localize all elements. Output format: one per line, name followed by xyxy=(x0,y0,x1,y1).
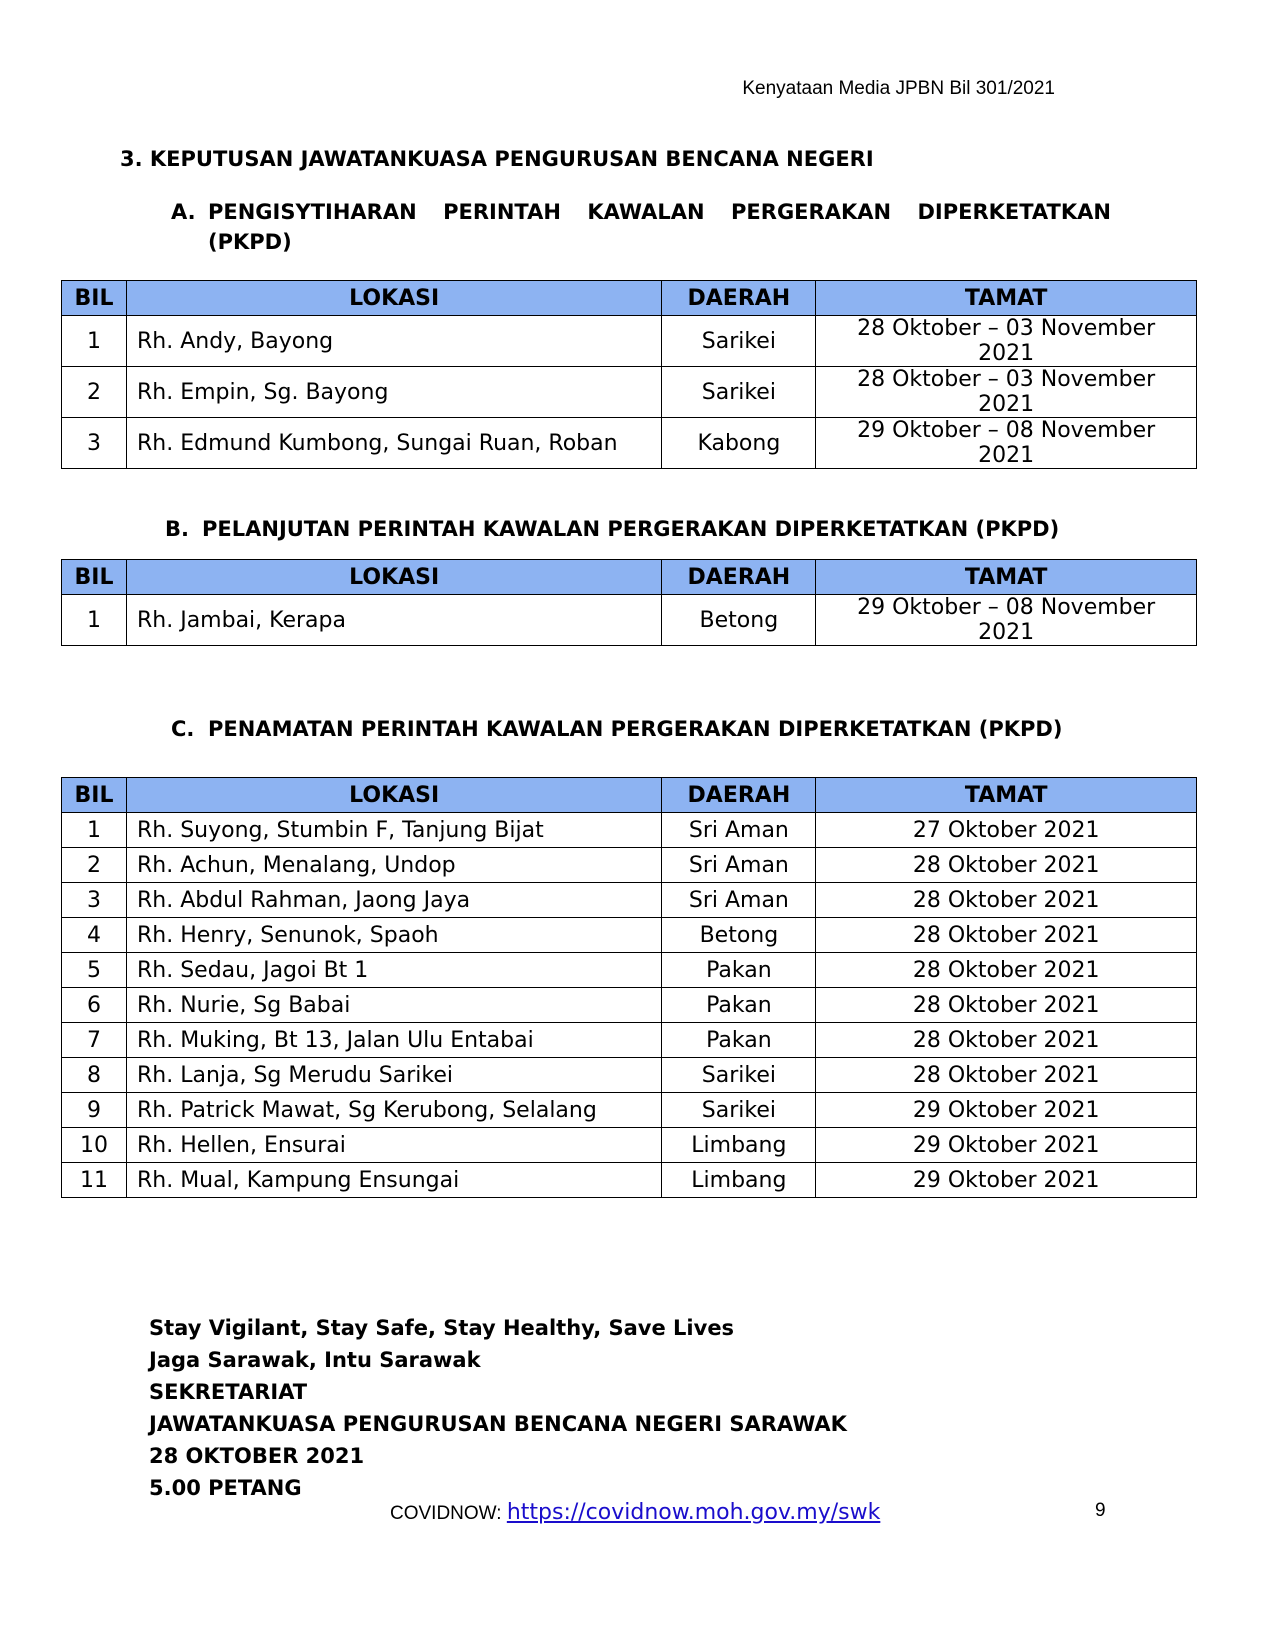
cell-lokasi: Rh. Nurie, Sg Babai xyxy=(126,988,661,1023)
table-penamatan xyxy=(61,777,1197,1198)
table-row xyxy=(62,1163,1197,1198)
cell-bil: 5 xyxy=(62,953,127,988)
cell-daerah: Betong xyxy=(662,918,816,953)
table-row xyxy=(62,848,1197,883)
column-header-lokasi: LOKASI xyxy=(126,778,661,813)
cell-daerah: Limbang xyxy=(662,1163,816,1198)
cell-daerah: Sri Aman xyxy=(662,813,816,848)
cell-tamat: 28 Oktober – 03 November 2021 xyxy=(816,367,1197,418)
cell-bil: 8 xyxy=(62,1058,127,1093)
part-b-heading xyxy=(165,517,1059,541)
part-a-heading xyxy=(171,200,1111,254)
closing-line: SEKRETARIAT xyxy=(149,1380,308,1404)
cell-lokasi: Rh. Sedau, Jagoi Bt 1 xyxy=(126,953,661,988)
cell-daerah: Betong xyxy=(662,595,816,646)
closing-line: 5.00 PETANG xyxy=(149,1476,302,1500)
cell-daerah: Sarikei xyxy=(662,1093,816,1128)
column-header-bil: BIL xyxy=(62,560,127,595)
cell-tamat: 29 Oktober – 08 November 2021 xyxy=(816,595,1197,646)
part-a-word: PERINTAH xyxy=(443,200,561,224)
part-c-title: PENAMATAN PERINTAH KAWALAN PERGERAKAN DIPERKETATKAN (PKPD) xyxy=(208,717,1063,741)
part-a-letter: A. xyxy=(171,200,196,224)
column-header-tamat: TAMAT xyxy=(816,560,1197,595)
part-a-heading-line2: (PKPD) xyxy=(208,230,292,254)
cell-tamat: 28 Oktober 2021 xyxy=(816,883,1197,918)
column-header-tamat: TAMAT xyxy=(816,281,1197,316)
cell-lokasi: Rh. Empin, Sg. Bayong xyxy=(126,367,661,418)
cell-daerah: Limbang xyxy=(662,1128,816,1163)
closing-line: Jaga Sarawak, Intu Sarawak xyxy=(149,1348,481,1372)
page-number: 9 xyxy=(1095,1500,1106,1521)
part-c-letter: C. xyxy=(171,717,195,741)
part-b-letter: B. xyxy=(165,517,189,541)
table-row xyxy=(62,1128,1197,1163)
closing-line: 28 OKTOBER 2021 xyxy=(149,1444,365,1468)
part-c-heading xyxy=(171,717,1062,741)
table-row xyxy=(62,595,1197,646)
part-a-word: KAWALAN xyxy=(587,200,705,224)
table-row xyxy=(62,316,1197,367)
table-row xyxy=(62,367,1197,418)
section-title: 3. KEPUTUSAN JAWATANKUASA PENGURUSAN BENCANA NEGERI xyxy=(120,147,874,171)
table-row xyxy=(62,1093,1197,1128)
cell-daerah: Pakan xyxy=(662,988,816,1023)
cell-daerah: Kabong xyxy=(662,418,816,469)
cell-bil: 1 xyxy=(62,595,127,646)
cell-tamat: 27 Oktober 2021 xyxy=(816,813,1197,848)
footer xyxy=(390,1500,880,1525)
table-row xyxy=(62,883,1197,918)
cell-bil: 10 xyxy=(62,1128,127,1163)
cell-bil: 11 xyxy=(62,1163,127,1198)
table-row xyxy=(62,418,1197,469)
cell-bil: 4 xyxy=(62,918,127,953)
table-pelanjutan xyxy=(61,559,1197,646)
table-row xyxy=(62,953,1197,988)
column-header-bil: BIL xyxy=(62,281,127,316)
cell-daerah: Pakan xyxy=(662,953,816,988)
cell-bil: 6 xyxy=(62,988,127,1023)
cell-lokasi: Rh. Andy, Bayong xyxy=(126,316,661,367)
cell-daerah: Sarikei xyxy=(662,367,816,418)
cell-daerah: Sarikei xyxy=(662,316,816,367)
column-header-daerah: DAERAH xyxy=(662,281,816,316)
cell-tamat: 29 Oktober 2021 xyxy=(816,1163,1197,1198)
part-a-word: PENGISYTIHARAN xyxy=(208,200,417,224)
closing-line: Stay Vigilant, Stay Safe, Stay Healthy, Save Lives xyxy=(149,1316,735,1340)
table-row xyxy=(62,1023,1197,1058)
column-header-bil: BIL xyxy=(62,778,127,813)
cell-lokasi: Rh. Patrick Mawat, Sg Kerubong, Selalang xyxy=(126,1093,661,1128)
cell-tamat: 28 Oktober 2021 xyxy=(816,953,1197,988)
cell-tamat: 29 Oktober – 08 November 2021 xyxy=(816,418,1197,469)
column-header-lokasi: LOKASI xyxy=(126,281,661,316)
table-pengisytiharan xyxy=(61,280,1197,469)
cell-tamat: 29 Oktober 2021 xyxy=(816,1128,1197,1163)
table-header-row xyxy=(62,281,1197,316)
part-a-word: PERGERAKAN xyxy=(731,200,892,224)
table-row xyxy=(62,1058,1197,1093)
cell-tamat: 29 Oktober 2021 xyxy=(816,1093,1197,1128)
cell-tamat: 28 Oktober 2021 xyxy=(816,848,1197,883)
column-header-daerah: DAERAH xyxy=(662,560,816,595)
cell-daerah: Pakan xyxy=(662,1023,816,1058)
cell-lokasi: Rh. Lanja, Sg Merudu Sarikei xyxy=(126,1058,661,1093)
cell-tamat: 28 Oktober 2021 xyxy=(816,918,1197,953)
cell-bil: 2 xyxy=(62,848,127,883)
cell-bil: 3 xyxy=(62,418,127,469)
table-header-row xyxy=(62,560,1197,595)
cell-daerah: Sri Aman xyxy=(662,848,816,883)
cell-tamat: 28 Oktober – 03 November 2021 xyxy=(816,316,1197,367)
cell-lokasi: Rh. Achun, Menalang, Undop xyxy=(126,848,661,883)
cell-lokasi: Rh. Suyong, Stumbin F, Tanjung Bijat xyxy=(126,813,661,848)
table-header-row xyxy=(62,778,1197,813)
column-header-daerah: DAERAH xyxy=(662,778,816,813)
cell-tamat: 28 Oktober 2021 xyxy=(816,1023,1197,1058)
cell-daerah: Sarikei xyxy=(662,1058,816,1093)
column-header-tamat: TAMAT xyxy=(816,778,1197,813)
cell-lokasi: Rh. Henry, Senunok, Spaoh xyxy=(126,918,661,953)
cell-bil: 2 xyxy=(62,367,127,418)
table-row xyxy=(62,813,1197,848)
cell-daerah: Sri Aman xyxy=(662,883,816,918)
closing-statement xyxy=(149,1312,847,1504)
cell-lokasi: Rh. Abdul Rahman, Jaong Jaya xyxy=(126,883,661,918)
part-a-word: DIPERKETATKAN xyxy=(917,200,1111,224)
cell-lokasi: Rh. Muking, Bt 13, Jalan Ulu Entabai xyxy=(126,1023,661,1058)
cell-tamat: 28 Oktober 2021 xyxy=(816,988,1197,1023)
cell-lokasi: Rh. Hellen, Ensurai xyxy=(126,1128,661,1163)
cell-tamat: 28 Oktober 2021 xyxy=(816,1058,1197,1093)
cell-bil: 7 xyxy=(62,1023,127,1058)
cell-bil: 9 xyxy=(62,1093,127,1128)
covidnow-link[interactable]: https://covidnow.moh.gov.my/swk xyxy=(506,1500,881,1525)
document-reference: Kenyataan Media JPBN Bil 301/2021 xyxy=(742,78,1055,99)
column-header-lokasi: LOKASI xyxy=(126,560,661,595)
cell-bil: 3 xyxy=(62,883,127,918)
part-b-title: PELANJUTAN PERINTAH KAWALAN PERGERAKAN DIPERKETATKAN (PKPD) xyxy=(202,517,1060,541)
table-row xyxy=(62,918,1197,953)
cell-bil: 1 xyxy=(62,316,127,367)
cell-lokasi: Rh. Jambai, Kerapa xyxy=(126,595,661,646)
cell-bil: 1 xyxy=(62,813,127,848)
cell-lokasi: Rh. Edmund Kumbong, Sungai Ruan, Roban xyxy=(126,418,661,469)
closing-line: JAWATANKUASA PENGURUSAN BENCANA NEGERI SARAWAK xyxy=(149,1412,847,1436)
table-row xyxy=(62,988,1197,1023)
cell-lokasi: Rh. Mual, Kampung Ensungai xyxy=(126,1163,661,1198)
footer-label: COVIDNOW: xyxy=(390,1503,507,1524)
